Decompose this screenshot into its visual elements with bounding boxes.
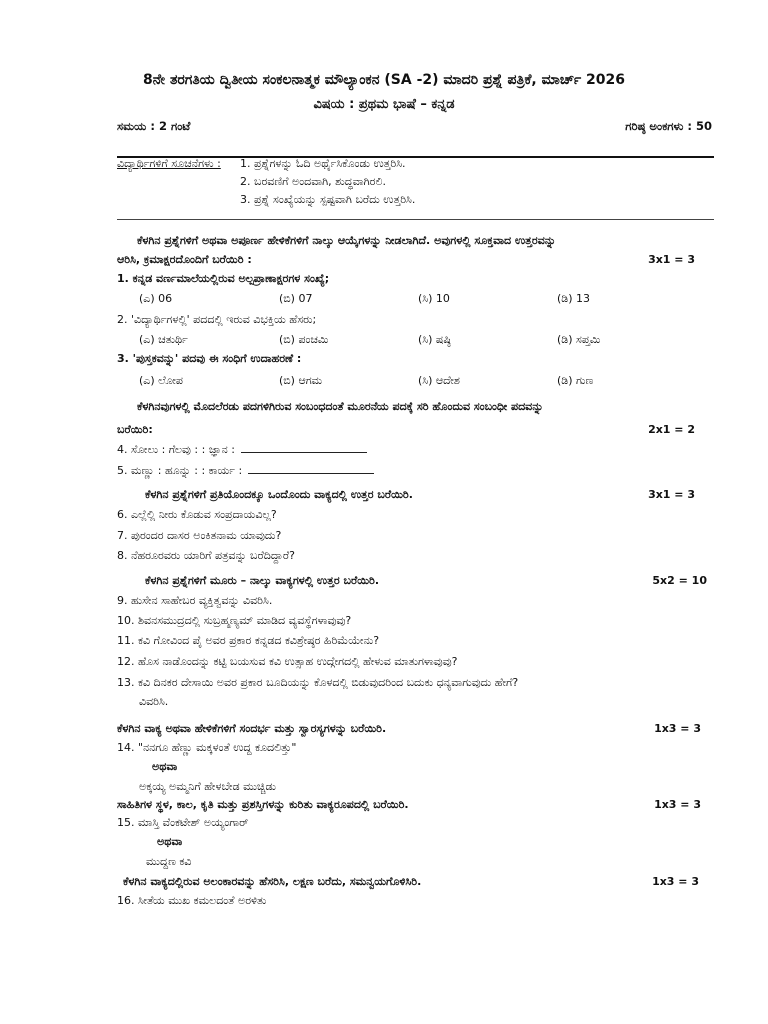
q2-option-d: (ಡಿ) ಸಪ್ತಮಿ [557,333,601,346]
q2-option-a: (ಎ) ಚತುರ್ಥಿ [139,333,188,346]
q3-option-c: (ಸಿ) ಆದೇಶ [418,374,460,387]
question-14-alt: ಅಕ್ಕಯ್ಯ ಅಮ್ಮನಿಗೆ ಹೇಳಬೇಡ ಮುಚ್ಚಿಡು [139,780,277,793]
section-6-marks: 1x3 = 3 [654,798,701,811]
question-15: 15. ಮಾಸ್ತಿ ವೆಂಕಟೇಶ್ ಅಯ್ಯಂಗಾರ್ [117,816,249,829]
time-label: ಸಮಯ : 2 ಗಂಟೆ [117,119,191,133]
question-15-alt: ಮುದ್ದಣ ಕವಿ [146,855,192,868]
question-4-text: 4. ಸೋಲು : ಗೆಲವು : : ಜ್ಞಾನ : [117,443,235,456]
instruction-item: 3. ಪ್ರಶ್ನೆ ಸಂಖ್ಯೆಯನ್ನು ಸ್ಪಷ್ಟವಾಗಿ ಬರೆದು ಉತ್ತರಿಸಿ. [240,193,416,206]
instructions-label: ವಿದ್ಯಾರ್ಥಿಗಳಿಗೆ ಸೂಚನೆಗಳು : [117,157,221,170]
question-3: 3. 'ಪುಸ್ತಕವನ್ನು' ಪದವು ಈ ಸಂಧಿಗೆ ಉದಾಹರಣೆ : [117,352,302,365]
question-1: 1. ಕನ್ನಡ ವರ್ಣಮಾಲೆಯಲ್ಲಿರುವ ಅಲ್ಪಪ್ರಾಣಾಕ್ಷರಗಳ ಸಂಖ್ಯೆ; [117,272,330,285]
question-13-cont: ವಿವರಿಸಿ. [139,695,169,708]
subject-line: ವಿಷಯ : ಪ್ರಥಮ ಭಾಷೆ – ಕನ್ನಡ [313,97,455,112]
question-5-text: 5. ಮಣ್ಣು : ಹೂನ್ನು : : ಕಾರ್ಯ : [117,464,243,477]
q2-option-b: (ಬಿ) ಪಂಚಮಿ [279,333,329,346]
q1-option-b: (ಬಿ) 07 [279,292,313,305]
instruction-item: 2. ಬರವಣಿಗೆ ಅಂದವಾಗಿ, ಶುದ್ಧವಾಗಿರಲಿ. [240,175,386,188]
max-marks-label: ಗರಿಷ್ಠ ಅಂಕಗಳು : 50 [625,119,712,133]
q3-option-b: (ಬಿ) ಆಗಮ [279,374,323,387]
question-13: 13. ಕವಿ ದಿನಕರ ದೇಸಾಯಿ ಅವರ ಪ್ರಕಾರ ಬೂದಿಯನ್ನು ಕೊಳದಲ್ಲಿ ಬಿಡುವುದರಿಂದ ಬದುಕು ಧನ್ಯವಾಗುವುದು ಹೇಗೆ? [117,676,519,689]
question-11: 11. ಕವಿ ಗೋವಿಂದ ಪೈ ಅವರ ಪ್ರಕಾರ ಕನ್ನಡದ ಕವಿಶ್ರೇಷ್ಠರ ಹಿರಿಮೆಯೇನು? [117,634,380,647]
section-5-instruction: ಕೆಳಗಿನ ವಾಕ್ಯ ಅಥವಾ ಹೇಳಿಕೆಗಳಿಗೆ ಸಂದರ್ಭ ಮತ್ತು ಸ್ವಾರಸ್ಯಗಳನ್ನು ಬರೆಯಿರಿ. [117,722,387,735]
paper-title: 8ನೇ ತರಗತಿಯ ದ್ವಿತೀಯ ಸಂಕಲನಾತ್ಮಕ ಮೌಲ್ಯಾಂಕನ (SA -2) ಮಾದರಿ ಪ್ರಶ್ನೆ ಪತ್ರಿಕೆ, ಮಾರ್ಚ್ 2026 [142,72,626,88]
instructions-divider [117,219,714,220]
q3-option-a: (ಎ) ಲೋಪ [139,374,183,387]
section-4-instruction: ಕೆಳಗಿನ ಪ್ರಶ್ನೆಗಳಿಗೆ ಮೂರು – ನಾಲ್ಕು ವಾಕ್ಯಗಳಲ್ಲಿ ಉತ್ತರ ಬರೆಯಿರಿ. [145,574,380,587]
answer-blank [248,463,374,474]
question-9: 9. ಹುಸೇನ ಸಾಹೇಬರ ವ್ಯಕ್ತಿತ್ವವನ್ನು ವಿವರಿಸಿ. [117,594,273,607]
section-3-instruction: ಕೆಳಗಿನ ಪ್ರಶ್ನೆಗಳಿಗೆ ಪ್ರತಿಯೊಂದಕ್ಕೂ ಒಂದೊಂದು ವಾಕ್ಯದಲ್ಲಿ ಉತ್ತರ ಬರೆಯಿರಿ. [145,488,413,501]
instruction-item: 1. ಪ್ರಶ್ನೆಗಳನ್ನು ಓದಿ ಅರ್ಥೈಸಿಕೊಂಡು ಉತ್ತರಿಸಿ. [240,157,406,170]
question-8: 8. ನೆಹರೂರವರು ಯಾರಿಗೆ ಪತ್ರವನ್ನು ಬರೆದಿದ್ದಾರೆ? [117,549,295,562]
question-16: 16. ಸೀತೆಯ ಮುಖ ಕಮಲದಂತೆ ಅರಳಿತು [117,894,267,907]
section-1-marks: 3x1 = 3 [648,253,695,266]
section-3-marks: 3x1 = 3 [648,488,695,501]
question-7: 7. ಪುರಂದರ ದಾಸರ ಅಂಕಿತನಾಮ ಯಾವುದು? [117,529,282,542]
q1-option-c: (ಸಿ) 10 [418,292,450,305]
question-14: 14. "ನನಗೂ ಹೆಣ್ಣು ಮಕ್ಕಳಂತೆ ಉದ್ದ ಕೂದಲಿತ್ತು" [117,741,297,754]
question-4 [117,442,367,457]
q2-option-c: (ಸಿ) ಷಷ್ಠಿ [418,333,451,346]
or-label: ಅಥವಾ [152,760,178,773]
q1-option-a: (ಎ) 06 [139,292,173,305]
or-label: ಅಥವಾ [157,835,183,848]
section-7-instruction: ಕೆಳಗಿನ ವಾಕ್ಯದಲ್ಲಿರುವ ಅಲಂಕಾರವನ್ನು ಹೆಸರಿಸಿ, ಲಕ್ಷಣ ಬರೆದು, ಸಮನ್ವಯಗೊಳಿಸಿರಿ. [123,875,422,888]
q3-option-d: (ಡಿ) ಗುಣ [557,374,594,387]
section-1-instruction: ಕೆಳಗಿನ ಪ್ರಶ್ನೆಗಳಿಗೆ ಅಥವಾ ಅಪೂರ್ಣ ಹೇಳಿಕೆಗಳಿಗೆ ನಾಲ್ಕು ಆಯ್ಕೆಗಳನ್ನು ನೀಡಲಾಗಿದೆ. ಅವುಗಳಲ್ಲಿ ಸೂಕ್ತವಾದ ಉತ್ತರವನ್ನು [137,234,556,247]
section-2-instruction-cont: ಬರೆಯಿರಿ: [117,423,153,436]
section-4-marks: 5x2 = 10 [652,574,707,587]
question-10: 10. ಶಿವನಸಮುದ್ರದಲ್ಲಿ ಸುಬ್ರಹ್ಮಣ್ಯಮ್ ಮಾಡಿದ ವ್ಯವಸ್ಥೆಗಳಾವುವು? [117,614,352,627]
section-1-instruction-cont: ಆರಿಸಿ, ಕ್ರಮಾಕ್ಷರದೊಂದಿಗೆ ಬರೆಯಿರಿ : [117,253,252,266]
section-6-instruction: ಸಾಹಿತಿಗಳ ಸ್ಥಳ, ಕಾಲ, ಕೃತಿ ಮತ್ತು ಪ್ರಶಸ್ತಿಗಳನ್ನು ಕುರಿತು ವಾಕ್ಯರೂಪದಲ್ಲಿ ಬರೆಯಿರಿ. [117,798,409,811]
question-5 [117,463,374,478]
section-2-instruction: ಕೆಳಗಿನವುಗಳಲ್ಲಿ ಮೊದಲೆರಡು ಪದಗಳಿಗಿರುವ ಸಂಬಂಧದಂತೆ ಮೂರನೆಯ ಪದಕ್ಕೆ ಸರಿ ಹೊಂದುವ ಸಂಬಂಧೀ ಪದವನ್ನು [137,400,544,413]
q1-option-d: (ಡಿ) 13 [557,292,591,305]
answer-blank [241,442,367,453]
question-6: 6. ಎಲ್ಲೆಲ್ಲಿ ನೀರು ಕೊಡುವ ಸಂಪ್ರದಾಯವಿಲ್ಲ? [117,508,277,521]
section-2-marks: 2x1 = 2 [648,423,695,436]
section-7-marks: 1x3 = 3 [652,875,699,888]
section-5-marks: 1x3 = 3 [654,722,701,735]
question-12: 12. ಹೊಸ ನಾಡೊಂದನ್ನು ಕಟ್ಟಿ ಬಯಸುವ ಕವಿ ಉತ್ಸಾಹ ಉದ್ಗೇಗದಲ್ಲಿ ಹೇಳುವ ಮಾತುಗಳಾವುವು? [117,655,458,668]
question-2: 2. 'ವಿದ್ಯಾರ್ಥಿಗಳಲ್ಲಿ' ಪದದಲ್ಲಿ ಇರುವ ವಿಭಕ್ತಿಯ ಹೆಸರು; [117,313,317,326]
